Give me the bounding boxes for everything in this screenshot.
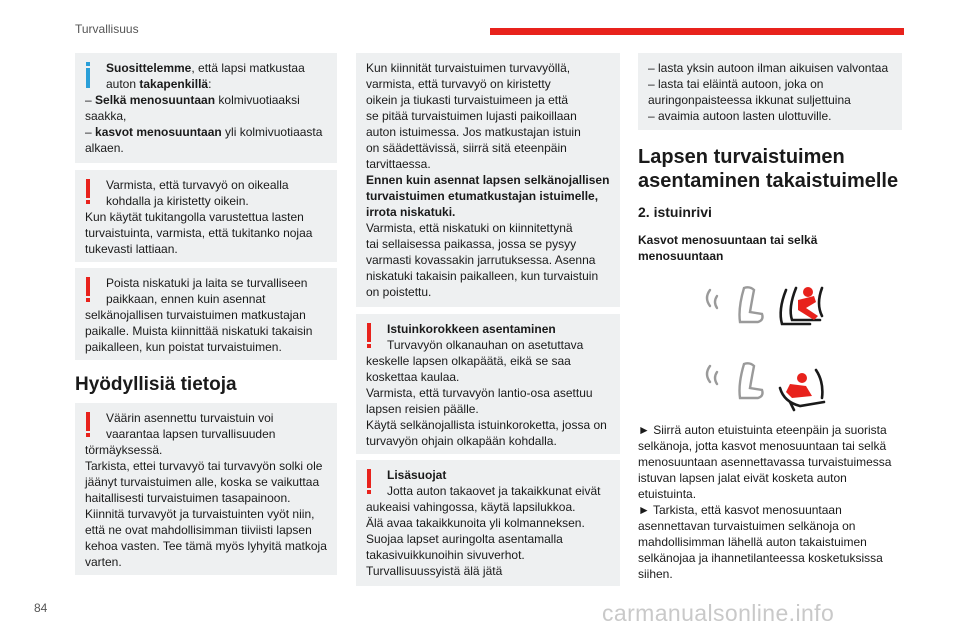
warning-icon — [367, 323, 371, 348]
warning-icon — [86, 412, 90, 437]
section-title: Turvallisuus — [75, 22, 139, 36]
info-box-seatbelt-installation: Kun kiinnität turvaistuimen turvavyöllä, varmista, että turvavyö on kiristetty oikein ja tiukasti turvaistuimeen ja että se pitää turvaistuimen lujasti paikoillaan auton istuimessa. Jos matkustajan istuin on säädettävissä, siirrä sitä eteenpäin tarvittaessa. Ennen kuin asennat lapsen selkänojallisen turvaistuimen etumatkustajan istuimelle, irrota niskatuki. Varmista, että niskatuki on kiinnitettynä tai sellaisessa paikassa, jossa se pysyy varmasti kovassakin jarrutuksessa. Asenna niskatuki takaisin paikalleen, kun turvaistuin on poistettu. — [356, 53, 620, 307]
info-icon — [86, 62, 90, 88]
forward-facing-child-seat-icon — [690, 282, 840, 342]
page-number: 84 — [34, 601, 48, 615]
subheading-second-row: 2. istuinrivi — [638, 204, 712, 220]
warning-box-headrest: Poista niskatuki ja laita se turvalliseen paikkaan, ennen kuin asennat selkänojallisen turvaistuimen matkustajan paikalle. Muista kiinnittää niskatuki takaisin paikalleen, kun poistat turvaistuimen. — [75, 268, 337, 360]
warning-box-seatbelt: Varmista, että turvavyö on oikealla kohdalla ja kiristetty oikein. Kun käytät tukitangolla varustettua lasten turvaistuinta, varmista, että tukitanko nojaa tukevasti lattiaan. — [75, 170, 337, 262]
warning-icon — [86, 179, 90, 204]
instruction-text: ► Siirrä auton etuistuinta eteenpäin ja suorista selkänoja, jotta kasvot menosuuntaan tai selkä menosuuntaan asennettavassa turvaistuimessa istuvan lapsen jalat eivät kosketa auton etuistuinta. ► Tarkista, että kasvot menosuuntaan asennettavan turvaistuimen selkänoja on mahdollisimman lähellä auton takaistuimen selkänojaa ja ihannetilanteessa kosketuksissa siihen. — [638, 423, 892, 581]
info-box-recommendation: Suosittelemme, että lapsi matkustaa auton takapenkillä: – Selkä menosuuntaan kolmivuotiaaksi saakka, – kasvot menosuuntaan yli kolmivuotiaasta alkaen. — [75, 53, 337, 163]
info-box-continuation: – lasta yksin autoon ilman aikuisen valvontaa – lasta tai eläintä autoon, joka on auringonpaisteessa ikkunat suljettuina – avaimia autoon lasten ulottuville. — [638, 53, 902, 130]
small-heading-orientation: Kasvot menosuuntaan tai selkä menosuuntaan — [638, 233, 818, 263]
warning-box-extra-protection: Lisäsuojat Jotta auton takaovet ja takaikkunat eivät aukeaisi vahingossa, käytä lapsilukkoa. Älä avaa takaikkunoita yli kolmanneksen. Suojaa lapset auringolta asentamalla takasivuikkunoihin sivuverhot. Turvallisuussyistä älä jätä — [356, 460, 620, 586]
warning-icon — [367, 469, 371, 494]
warning-box-booster-seat: Istuinkorokkeen asentaminen Turvavyön olkanauhan on asetuttava keskelle lapsen olkapäätä, eikä se saa koskettaa kaulaa. Varmista, että turvavyön lantio-osa asettuu lapsen reisien päälle. Käytä selkänojallista istuinkoroketta, jossa on turvavyön ohjain olkapään kohdalla. — [356, 314, 620, 454]
section-heading-useful-info: Hyödyllisiä tietoja — [75, 374, 237, 395]
section-heading-rear-seat: Lapsen turvaistuimen asentaminen takaistuimelle — [638, 146, 899, 192]
rear-facing-child-seat-icon — [690, 358, 840, 418]
warning-box-installation: Väärin asennettu turvaistuin voi vaarantaa lapsen turvallisuuden törmäyksessä. Tarkista, ettei turvavyö tai turvavyön solki ole jäänyt turvaistuimen alle, koska se vaikuttaa haitallisesti turvaistuimen tasapainoon. Kiinnitä turvavyöt ja turvaistuinten vyöt niin, että ne ovat mahdollisimman tiiviisti lapsen kehoa vasten. Tee tämä myös lyhyitä matkoja varten. — [75, 403, 337, 575]
warning-icon — [86, 277, 90, 302]
header-accent-bar — [490, 28, 904, 35]
watermark: carmanualsonline.info — [602, 600, 835, 626]
